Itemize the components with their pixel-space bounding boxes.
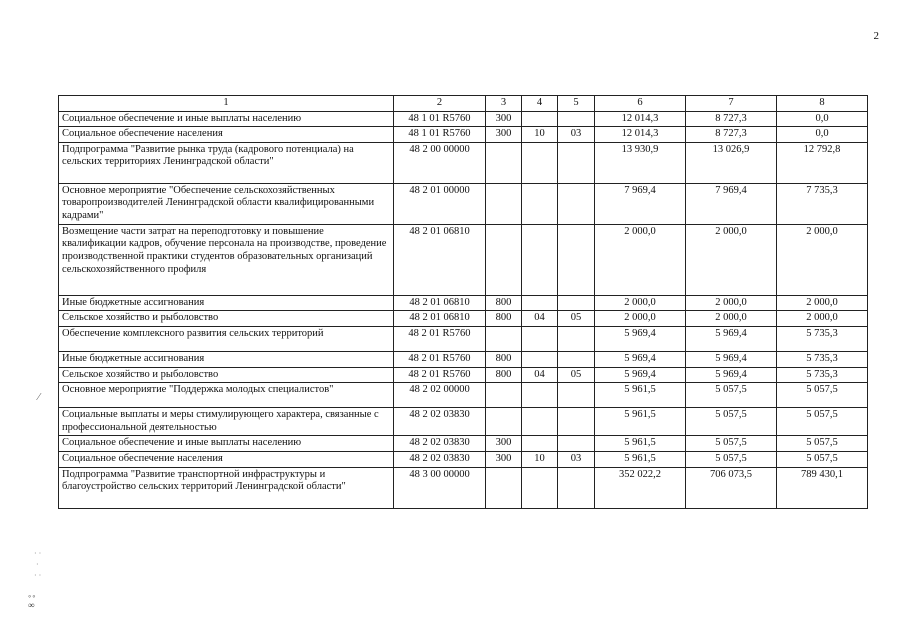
table-row (59, 224, 868, 295)
row-name: Социальные выплаты и меры стимулирующего характера, связанные с профессиональной деятельностью (59, 408, 394, 436)
table-row (59, 311, 868, 327)
row-code: 48 2 01 R5760 (394, 367, 486, 383)
row-amount-1: 5 969,4 (595, 367, 686, 383)
table-row (59, 367, 868, 383)
header-cell: 5 (558, 96, 595, 112)
table-row (59, 127, 868, 143)
table-header-row (59, 96, 868, 112)
row-expense-type: 800 (486, 367, 522, 383)
header-cell: 7 (686, 96, 777, 112)
row-amount-3: 5 057,5 (777, 451, 868, 467)
row-name: Основное мероприятие "Обеспечение сельскохозяйственных товаропроизводителей Ленинградской области квалифицированными кадрами" (59, 183, 394, 224)
row-expense-type: 300 (486, 127, 522, 143)
row-expense-type: 300 (486, 451, 522, 467)
row-code: 48 2 02 00000 (394, 383, 486, 408)
row-section (522, 436, 558, 452)
row-subsection (558, 183, 595, 224)
row-amount-3: 5 735,3 (777, 351, 868, 367)
row-expense-type (486, 383, 522, 408)
header-cell: 4 (522, 96, 558, 112)
table-row (59, 326, 868, 351)
row-code: 48 2 02 03830 (394, 408, 486, 436)
row-code: 48 2 01 06810 (394, 295, 486, 311)
row-amount-3: 5 735,3 (777, 367, 868, 383)
row-subsection (558, 142, 595, 183)
row-expense-type (486, 142, 522, 183)
table-row (59, 436, 868, 452)
row-amount-2: 2 000,0 (686, 311, 777, 327)
row-amount-1: 12 014,3 (595, 111, 686, 127)
header-cell: 3 (486, 96, 522, 112)
row-expense-type: 800 (486, 295, 522, 311)
row-amount-2: 5 057,5 (686, 451, 777, 467)
row-name: Иные бюджетные ассигнования (59, 295, 394, 311)
row-name: Возмещение части затрат на переподготовку и повышение квалификации кадров, обучение персонала на производстве, проведение производственной практики студентов образовательных организаций сельскохозяйственного профиля (59, 224, 394, 295)
row-amount-3: 5 735,3 (777, 326, 868, 351)
row-amount-1: 13 930,9 (595, 142, 686, 183)
row-code: 48 1 01 R5760 (394, 127, 486, 143)
row-amount-2: 8 727,3 (686, 127, 777, 143)
row-code: 48 2 01 R5760 (394, 326, 486, 351)
row-amount-1: 5 961,5 (595, 436, 686, 452)
row-amount-3: 5 057,5 (777, 408, 868, 436)
row-code: 48 2 01 06810 (394, 311, 486, 327)
row-amount-3: 12 792,8 (777, 142, 868, 183)
table-row (59, 408, 868, 436)
row-subsection (558, 111, 595, 127)
row-amount-2: 7 969,4 (686, 183, 777, 224)
scan-artifact: · · · · · (34, 549, 42, 581)
row-section (522, 383, 558, 408)
row-expense-type (486, 326, 522, 351)
row-code: 48 1 01 R5760 (394, 111, 486, 127)
row-amount-3: 2 000,0 (777, 311, 868, 327)
row-amount-1: 5 961,5 (595, 408, 686, 436)
row-section (522, 111, 558, 127)
row-amount-3: 2 000,0 (777, 295, 868, 311)
row-subsection: 03 (558, 451, 595, 467)
row-subsection (558, 436, 595, 452)
row-amount-1: 5 969,4 (595, 351, 686, 367)
row-amount-1: 2 000,0 (595, 224, 686, 295)
row-section (522, 467, 558, 508)
row-subsection (558, 408, 595, 436)
row-section (522, 142, 558, 183)
row-subsection: 05 (558, 367, 595, 383)
row-amount-3: 5 057,5 (777, 436, 868, 452)
table-row (59, 351, 868, 367)
row-name: Обеспечение комплексного развития сельских территорий (59, 326, 394, 351)
row-amount-1: 7 969,4 (595, 183, 686, 224)
row-amount-1: 2 000,0 (595, 295, 686, 311)
row-code: 48 2 02 03830 (394, 451, 486, 467)
row-amount-1: 5 961,5 (595, 383, 686, 408)
row-code: 48 2 01 R5760 (394, 351, 486, 367)
row-amount-2: 706 073,5 (686, 467, 777, 508)
row-expense-type: 800 (486, 351, 522, 367)
row-amount-3: 0,0 (777, 127, 868, 143)
row-subsection (558, 351, 595, 367)
row-section (522, 224, 558, 295)
row-subsection (558, 224, 595, 295)
row-amount-2: 5 969,4 (686, 326, 777, 351)
row-code: 48 2 00 00000 (394, 142, 486, 183)
row-code: 48 3 00 00000 (394, 467, 486, 508)
row-name: Подпрограмма "Развитие рынка труда (кадрового потенциала) на сельских территориях Ленинградской области" (59, 142, 394, 183)
table-row (59, 467, 868, 508)
row-amount-1: 5 969,4 (595, 326, 686, 351)
row-expense-type: 300 (486, 111, 522, 127)
row-name: Основное мероприятие "Поддержка молодых специалистов" (59, 383, 394, 408)
row-amount-2: 2 000,0 (686, 295, 777, 311)
header-cell: 8 (777, 96, 868, 112)
row-name: Социальное обеспечение населения (59, 127, 394, 143)
row-code: 48 2 01 06810 (394, 224, 486, 295)
row-section (522, 326, 558, 351)
row-amount-2: 5 969,4 (686, 351, 777, 367)
table-row (59, 142, 868, 183)
row-amount-1: 2 000,0 (595, 311, 686, 327)
row-amount-1: 5 961,5 (595, 451, 686, 467)
page-number: 2 (873, 30, 879, 42)
row-section (522, 351, 558, 367)
row-expense-type: 300 (486, 436, 522, 452)
row-subsection (558, 295, 595, 311)
table-row (59, 451, 868, 467)
row-section (522, 183, 558, 224)
row-name: Подпрограмма "Развитие транспортной инфраструктуры и благоустройство сельских территорий Ленинградской области" (59, 467, 394, 508)
row-name: Иные бюджетные ассигнования (59, 351, 394, 367)
header-cell: 6 (595, 96, 686, 112)
table-row (59, 183, 868, 224)
row-section: 10 (522, 127, 558, 143)
budget-table (58, 95, 868, 509)
row-subsection (558, 467, 595, 508)
row-amount-2: 13 026,9 (686, 142, 777, 183)
row-amount-2: 5 969,4 (686, 367, 777, 383)
row-expense-type: 800 (486, 311, 522, 327)
row-amount-2: 5 057,5 (686, 383, 777, 408)
row-amount-3: 5 057,5 (777, 383, 868, 408)
row-name: Сельское хозяйство и рыболовство (59, 367, 394, 383)
table-row (59, 383, 868, 408)
row-code: 48 2 02 03830 (394, 436, 486, 452)
row-amount-2: 5 057,5 (686, 408, 777, 436)
row-subsection: 05 (558, 311, 595, 327)
header-cell: 2 (394, 96, 486, 112)
row-amount-3: 0,0 (777, 111, 868, 127)
row-amount-1: 352 022,2 (595, 467, 686, 508)
row-expense-type (486, 408, 522, 436)
row-expense-type (486, 183, 522, 224)
row-section: 10 (522, 451, 558, 467)
row-name: Сельское хозяйство и рыболовство (59, 311, 394, 327)
row-section: 04 (522, 311, 558, 327)
row-amount-3: 789 430,1 (777, 467, 868, 508)
row-name: Социальное обеспечение населения (59, 451, 394, 467)
row-amount-2: 8 727,3 (686, 111, 777, 127)
row-name: Социальное обеспечение и иные выплаты населению (59, 436, 394, 452)
row-section (522, 408, 558, 436)
row-subsection: 03 (558, 127, 595, 143)
table-row (59, 295, 868, 311)
table-row (59, 111, 868, 127)
row-amount-3: 7 735,3 (777, 183, 868, 224)
row-amount-2: 2 000,0 (686, 224, 777, 295)
row-name: Социальное обеспечение и иные выплаты населению (59, 111, 394, 127)
row-subsection (558, 326, 595, 351)
row-amount-1: 12 014,3 (595, 127, 686, 143)
scan-artifact: ◦◦ ∞ (28, 591, 37, 610)
scan-artifact: ⁄ (38, 392, 40, 403)
row-code: 48 2 01 00000 (394, 183, 486, 224)
row-expense-type (486, 467, 522, 508)
row-amount-3: 2 000,0 (777, 224, 868, 295)
header-cell: 1 (59, 96, 394, 112)
row-section: 04 (522, 367, 558, 383)
row-section (522, 295, 558, 311)
row-amount-2: 5 057,5 (686, 436, 777, 452)
row-subsection (558, 383, 595, 408)
row-expense-type (486, 224, 522, 295)
